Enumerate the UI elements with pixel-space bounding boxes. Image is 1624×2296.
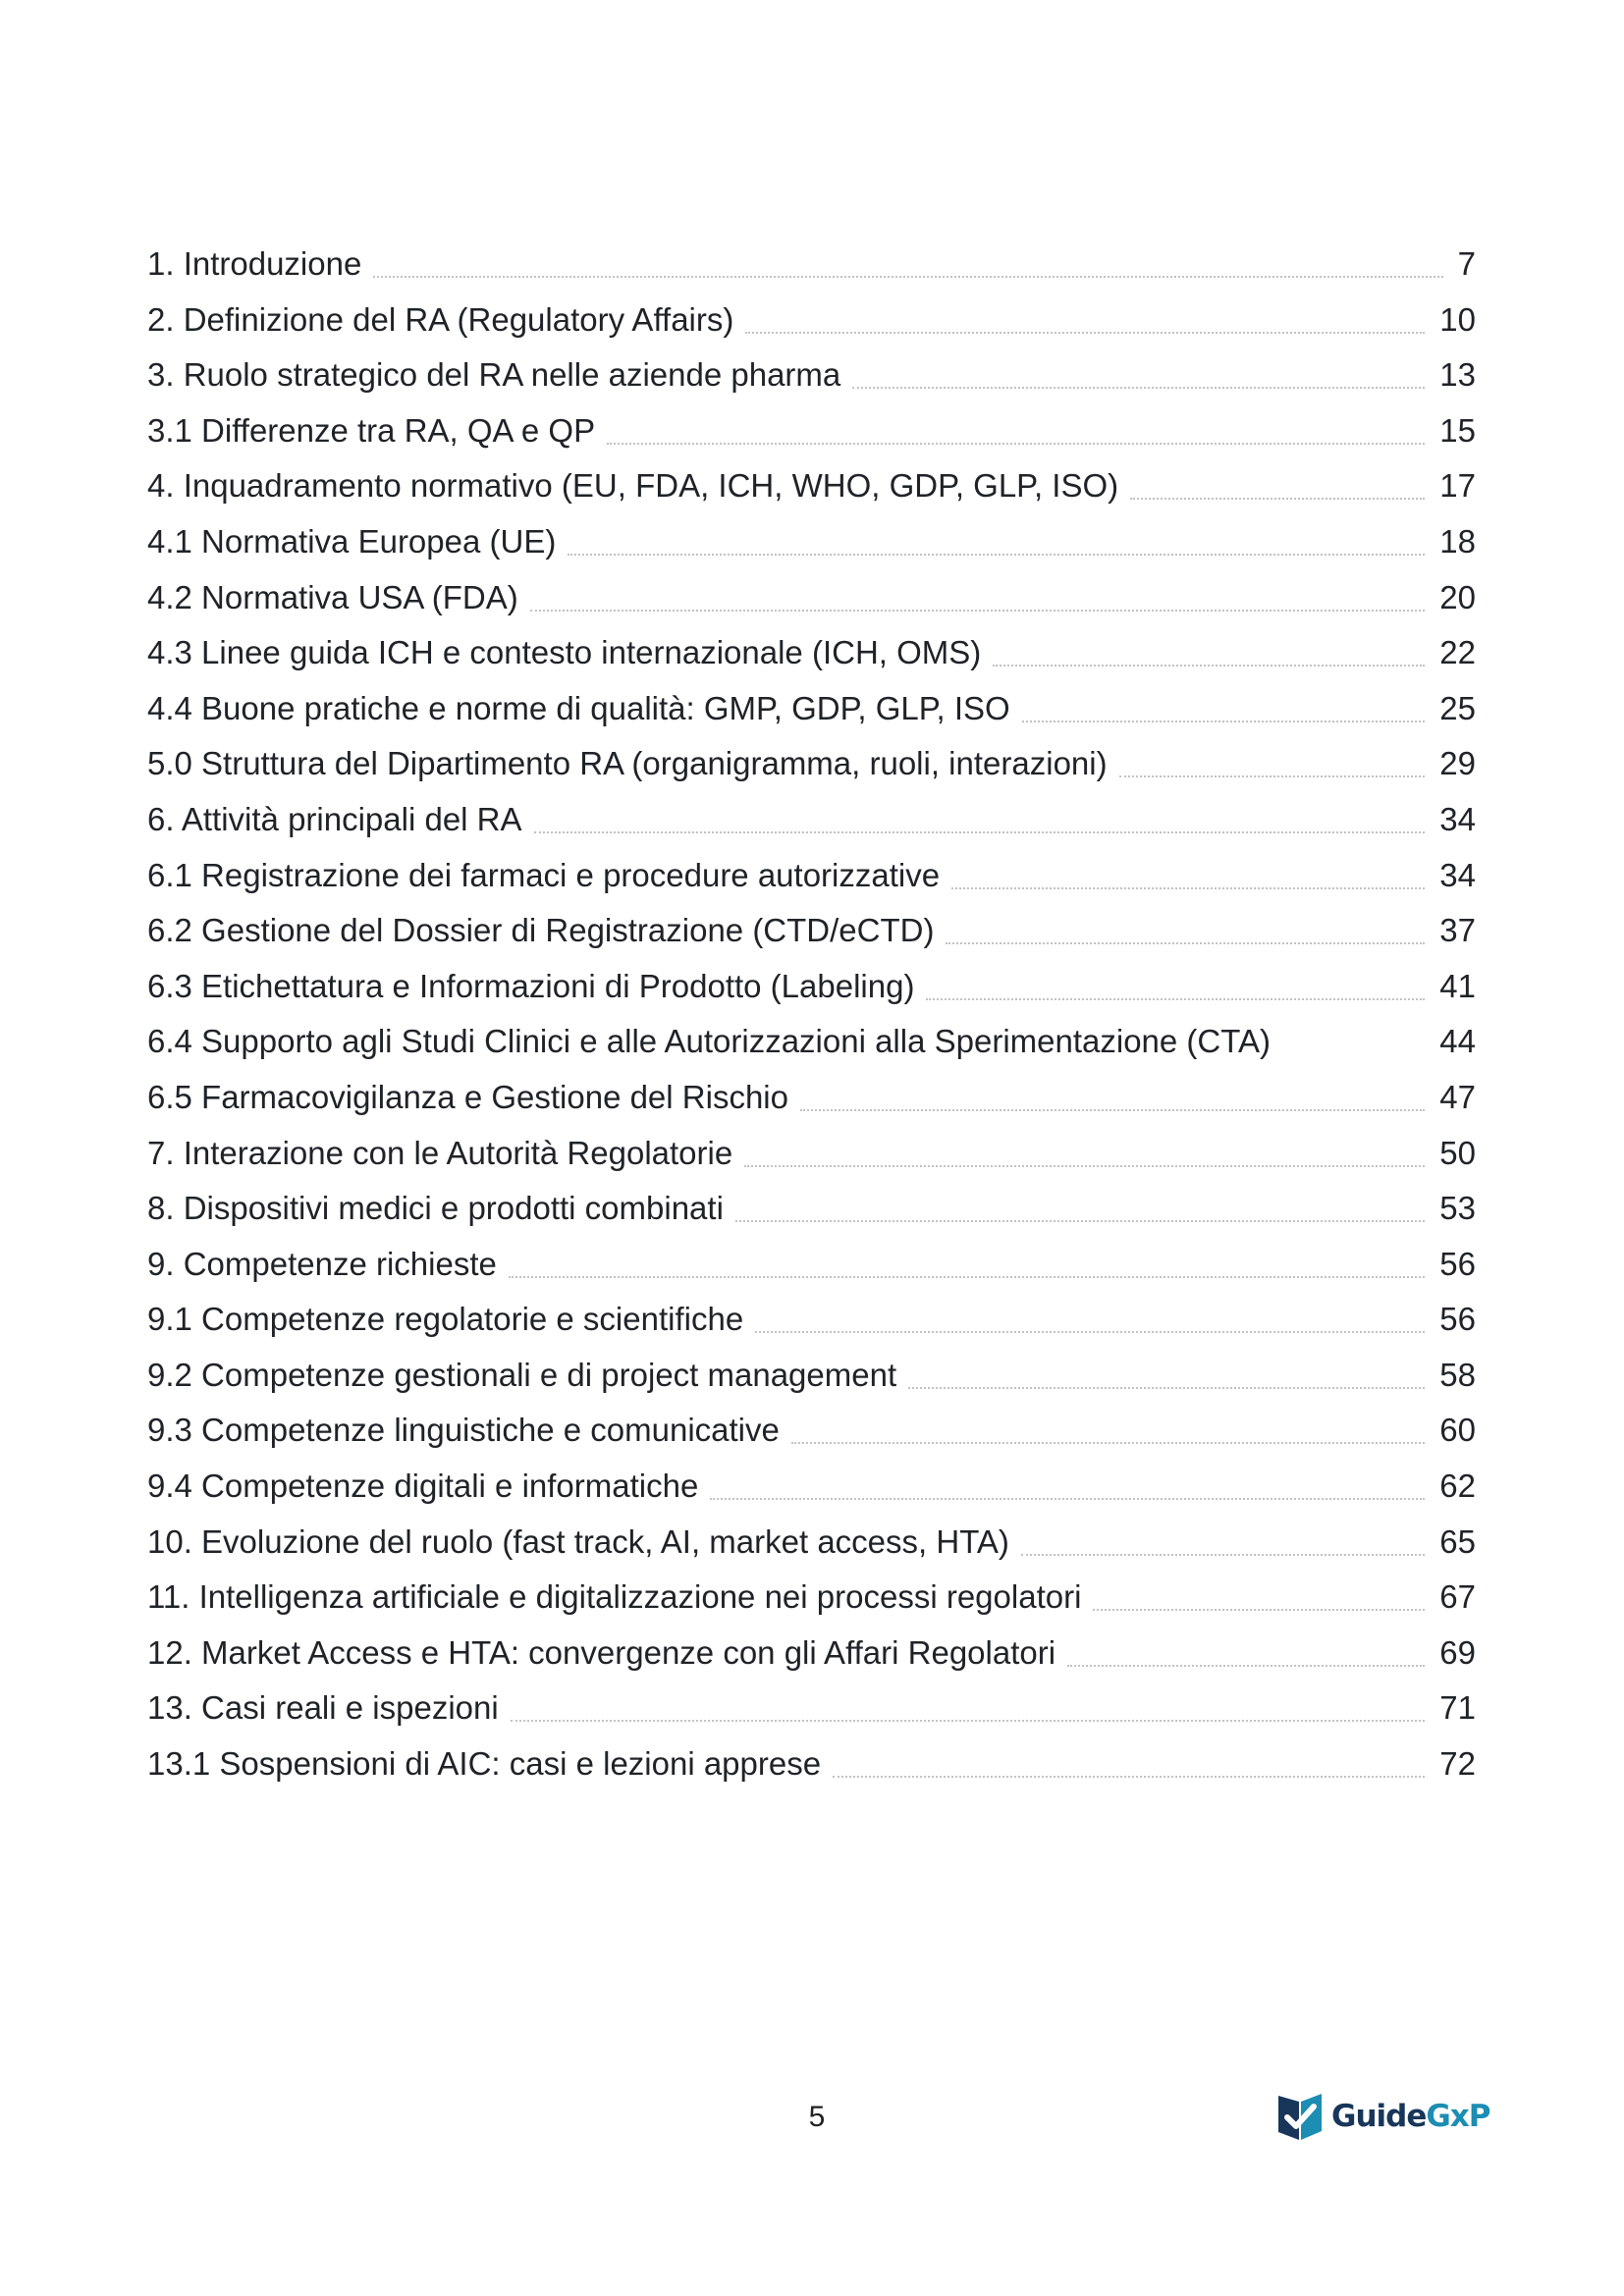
- toc-entry-title[interactable]: 4.4 Buone pratiche e norme di qualità: GMP, GDP, GLP, ISO: [147, 689, 1010, 726]
- toc-dot-leader: [710, 1468, 1425, 1500]
- toc-entry[interactable]: [147, 1690, 1476, 1726]
- toc-entry-title[interactable]: 1. Introduzione: [147, 245, 362, 282]
- toc-entry-page[interactable]: 71: [1439, 1689, 1476, 1727]
- toc-entry[interactable]: [147, 1524, 1476, 1560]
- toc-entry-page[interactable]: 60: [1439, 1412, 1476, 1449]
- toc-dot-leader: [745, 302, 1425, 334]
- toc-dot-leader: [1119, 746, 1426, 777]
- toc-entry-page[interactable]: 53: [1439, 1190, 1476, 1227]
- brand-name-gxp: GxP: [1426, 2099, 1490, 2134]
- toc-entry-page[interactable]: 10: [1439, 300, 1476, 338]
- toc-dot-leader: [530, 580, 1426, 612]
- toc-entry-title[interactable]: 4.1 Normativa Europea (UE): [147, 522, 557, 560]
- toc-entry-page[interactable]: 29: [1439, 745, 1476, 782]
- toc-dot-leader: [926, 969, 1425, 1000]
- brand-name: [1331, 2097, 1490, 2136]
- toc-entry-page[interactable]: 13: [1439, 356, 1476, 394]
- toc-entry[interactable]: [147, 1247, 1476, 1282]
- toc-entry-title[interactable]: 8. Dispositivi medici e prodotti combinati: [147, 1190, 724, 1227]
- toc-entry-page[interactable]: 47: [1439, 1078, 1476, 1115]
- toc-entry[interactable]: [147, 635, 1476, 670]
- toc-entry-page[interactable]: 69: [1439, 1633, 1476, 1671]
- toc-entry[interactable]: [147, 691, 1476, 726]
- toc-entry[interactable]: [147, 246, 1476, 282]
- toc-entry[interactable]: [147, 1024, 1476, 1059]
- toc-entry-title[interactable]: 11. Intelligenza artificiale e digitalizzazione nei processi regolatori: [147, 1578, 1082, 1616]
- toc-entry[interactable]: [147, 1302, 1476, 1337]
- toc-entry-title[interactable]: 9.1 Competenze regolatorie e scientifiche: [147, 1301, 744, 1338]
- toc-entry-page[interactable]: 56: [1439, 1301, 1476, 1338]
- page-number: 5: [808, 2101, 826, 2133]
- toc-dot-leader: [1282, 1024, 1425, 1055]
- toc-entry[interactable]: [147, 1468, 1476, 1504]
- toc-entry[interactable]: [147, 357, 1476, 393]
- toc-entry[interactable]: [147, 1635, 1476, 1671]
- toc-entry-title[interactable]: 12. Market Access e HTA: convergenze con gli Affari Regolatori: [147, 1633, 1056, 1671]
- toc-entry-title[interactable]: 9. Competenze richieste: [147, 1245, 497, 1282]
- toc-entry-page[interactable]: 20: [1439, 578, 1476, 615]
- toc-dot-leader: [735, 1191, 1425, 1222]
- toc-entry-page[interactable]: 44: [1439, 1023, 1476, 1060]
- toc-dot-leader: [993, 635, 1425, 667]
- toc-dot-leader: [511, 1690, 1426, 1722]
- toc-dot-leader: [373, 246, 1442, 278]
- toc-dot-leader: [744, 1136, 1425, 1167]
- toc-entry-page[interactable]: 72: [1439, 1745, 1476, 1783]
- toc-entry-title[interactable]: 9.2 Competenze gestionali e di project management: [147, 1356, 897, 1393]
- toc-entry-title[interactable]: 5.0 Struttura del Dipartimento RA (organigramma, ruoli, interazioni): [147, 745, 1108, 782]
- toc-entry-page[interactable]: 37: [1439, 912, 1476, 949]
- toc-dot-leader: [1022, 691, 1426, 722]
- toc-entry-title[interactable]: 6.3 Etichettatura e Informazioni di Prodotto (Labeling): [147, 967, 915, 1004]
- toc-dot-leader: [755, 1302, 1425, 1333]
- toc-dot-leader: [1021, 1524, 1425, 1556]
- toc-entry[interactable]: [147, 1413, 1476, 1448]
- toc-entry-title[interactable]: 4.3 Linee guida ICH e contesto internazionale (ICH, OMS): [147, 634, 982, 671]
- toc-entry-title[interactable]: 4.2 Normativa USA (FDA): [147, 578, 518, 615]
- toc-entry[interactable]: [147, 1136, 1476, 1171]
- toc-dot-leader: [852, 357, 1425, 389]
- toc-dot-leader: [791, 1413, 1425, 1444]
- toc-entry-page[interactable]: 41: [1439, 967, 1476, 1004]
- toc-entry-title[interactable]: 3.1 Differenze tra RA, QA e QP: [147, 411, 596, 449]
- toc-entry-title[interactable]: 13.1 Sospensioni di AIC: casi e lezioni apprese: [147, 1745, 822, 1783]
- toc-entry-page[interactable]: 34: [1439, 800, 1476, 837]
- toc-entry[interactable]: [147, 1746, 1476, 1782]
- toc-entry-page[interactable]: 18: [1439, 522, 1476, 560]
- toc-entry-page[interactable]: 58: [1439, 1356, 1476, 1393]
- toc-entry[interactable]: [147, 913, 1476, 948]
- brand-name-guide: Guide: [1331, 2099, 1427, 2134]
- brand-logo: [1276, 2091, 1490, 2142]
- toc-entry[interactable]: [147, 1191, 1476, 1226]
- toc-entry-page[interactable]: 56: [1439, 1245, 1476, 1282]
- toc-dot-leader: [1093, 1579, 1425, 1611]
- toc-dot-leader: [951, 858, 1425, 889]
- toc-entry[interactable]: [147, 302, 1476, 338]
- toc-entry[interactable]: [147, 802, 1476, 837]
- toc-entry-page[interactable]: 25: [1439, 689, 1476, 726]
- toc-entry-page[interactable]: 50: [1439, 1134, 1476, 1171]
- toc-dot-leader: [800, 1080, 1425, 1111]
- toc-entry[interactable]: [147, 413, 1476, 449]
- toc-entry-page[interactable]: 65: [1439, 1522, 1476, 1560]
- toc-dot-leader: [1067, 1635, 1425, 1667]
- toc-entry-title[interactable]: 6.2 Gestione del Dossier di Registrazione (CTD/eCTD): [147, 912, 935, 949]
- toc-entry-page[interactable]: 15: [1439, 411, 1476, 449]
- toc-dot-leader: [833, 1746, 1425, 1778]
- toc-dot-leader: [568, 524, 1425, 556]
- toc-entry-page[interactable]: 7: [1457, 245, 1476, 282]
- toc-entry[interactable]: [147, 1579, 1476, 1615]
- toc-dot-leader: [534, 802, 1426, 833]
- toc-entry-title[interactable]: 13. Casi reali e ispezioni: [147, 1689, 499, 1727]
- toc-entry[interactable]: [147, 1080, 1476, 1115]
- toc-entry[interactable]: [147, 746, 1476, 781]
- book-check-icon: [1276, 2092, 1324, 2141]
- toc-entry-title[interactable]: 9.3 Competenze linguistiche e comunicative: [147, 1412, 780, 1449]
- toc-entry-title[interactable]: 6. Attività principali del RA: [147, 800, 522, 837]
- toc-dot-leader: [509, 1247, 1425, 1278]
- toc-entry-title[interactable]: 2. Definizione del RA (Regulatory Affairs): [147, 300, 734, 338]
- toc-entry-title[interactable]: 10. Evoluzione del ruolo (fast track, AI, market access, HTA): [147, 1522, 1009, 1560]
- toc-entry[interactable]: [147, 1358, 1476, 1393]
- toc-entry[interactable]: [147, 524, 1476, 560]
- toc-entry-page[interactable]: 22: [1439, 634, 1476, 671]
- toc-dot-leader: [607, 413, 1425, 445]
- table-of-contents: [147, 246, 1476, 1802]
- toc-entry-page[interactable]: 17: [1439, 467, 1476, 505]
- toc-entry-title[interactable]: 7. Interazione con le Autorità Regolatorie: [147, 1134, 733, 1171]
- toc-entry[interactable]: [147, 468, 1476, 504]
- toc-entry-title[interactable]: 3. Ruolo strategico del RA nelle aziende pharma: [147, 356, 841, 394]
- toc-entry-title[interactable]: 6.4 Supporto agli Studi Clinici e alle Autorizzazioni alla Sperimentazione (CTA): [147, 1023, 1271, 1060]
- toc-entry-title[interactable]: 9.4 Competenze digitali e informatiche: [147, 1468, 699, 1505]
- toc-entry[interactable]: [147, 858, 1476, 893]
- toc-entry-title[interactable]: 6.1 Registrazione dei farmaci e procedure autorizzative: [147, 856, 941, 893]
- toc-dot-leader: [908, 1358, 1425, 1389]
- toc-entry-page[interactable]: 34: [1439, 856, 1476, 893]
- toc-dot-leader: [946, 913, 1425, 944]
- toc-entry-title[interactable]: 6.5 Farmacovigilanza e Gestione del Rischio: [147, 1078, 788, 1115]
- toc-entry[interactable]: [147, 580, 1476, 615]
- toc-entry-page[interactable]: 62: [1439, 1468, 1476, 1505]
- toc-entry[interactable]: [147, 969, 1476, 1004]
- toc-entry-page[interactable]: 67: [1439, 1578, 1476, 1616]
- toc-dot-leader: [1130, 468, 1425, 500]
- toc-entry-title[interactable]: 4. Inquadramento normativo (EU, FDA, ICH, WHO, GDP, GLP, ISO): [147, 467, 1119, 505]
